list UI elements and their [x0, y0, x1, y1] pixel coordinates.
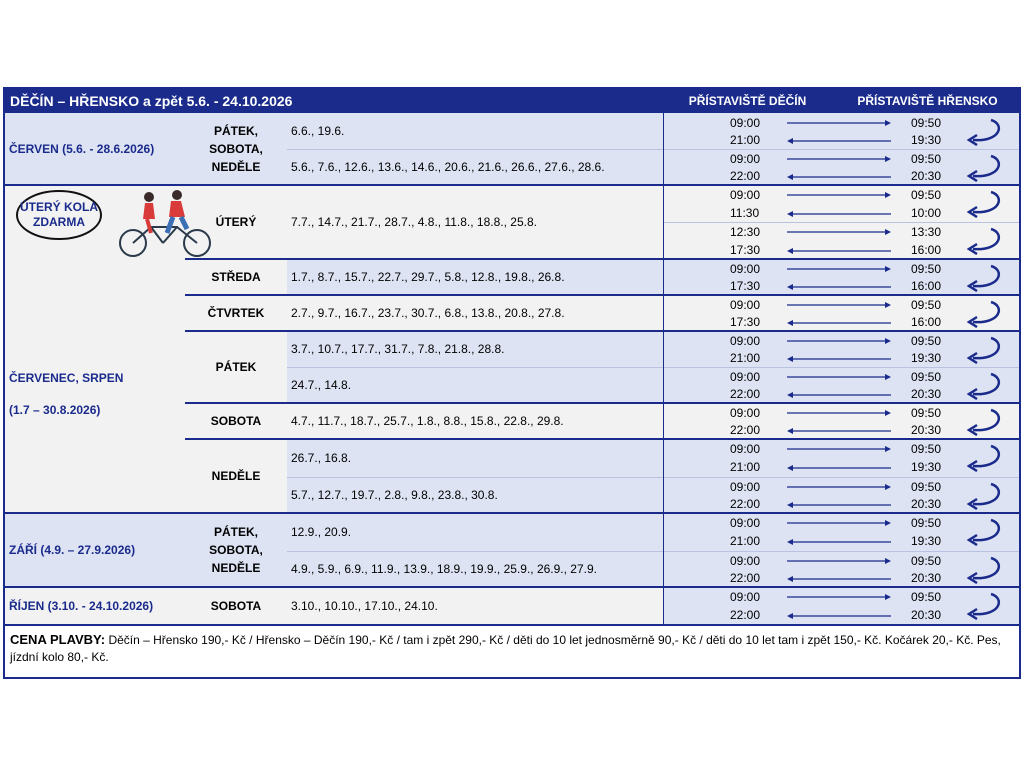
- arrow-right-icon: [787, 119, 895, 127]
- day-label-line: SOBOTA,: [209, 142, 263, 156]
- hrensko-departure-time: 16:00: [911, 279, 942, 293]
- arrow-left-icon: [787, 501, 895, 509]
- month-name: ŘÍJEN (3.10. - 24.10.2026): [9, 599, 154, 613]
- arrow-right-icon: [787, 265, 895, 273]
- day-label-line: PÁTEK,: [213, 525, 258, 539]
- row-dates: 3.10., 10.10., 17.10., 24.10.: [291, 599, 438, 613]
- arrow-right-icon: [787, 191, 895, 199]
- hrensko-arrival-time: 09:50: [911, 442, 942, 456]
- timetable-title: DĚČÍN – HŘENSKO a zpět 5.6. - 24.10.2026: [5, 89, 663, 113]
- hrensko-departure-time: 16:00: [911, 315, 942, 329]
- hrensko-departure-time: 20:30: [911, 608, 942, 622]
- decin-departure-time: 09:00: [730, 334, 761, 348]
- hrensko-arrival-time: 09:50: [911, 116, 942, 130]
- return-arrow-icon: [965, 406, 1005, 436]
- arrow-right-icon: [787, 373, 895, 381]
- decin-departure-time: 09:00: [730, 554, 761, 568]
- decin-departure-time: 09:00: [730, 406, 761, 420]
- section-divider: [185, 330, 1019, 332]
- price-info: [5, 625, 1019, 677]
- arrow-right-icon: [787, 228, 895, 236]
- section-divider: [5, 184, 1019, 186]
- hrensko-arrival-time: 09:50: [911, 262, 942, 276]
- schedule-row-divider: [664, 551, 1019, 552]
- return-arrow-icon: [965, 480, 1005, 510]
- decin-arrival-time: 22:00: [730, 497, 761, 511]
- row-dates: 3.7., 10.7., 17.7., 31.7., 7.8., 21.8., 28.8.: [291, 342, 505, 356]
- arrow-right-icon: [787, 409, 895, 417]
- return-arrow-icon: [965, 152, 1005, 182]
- arrow-right-icon: [787, 155, 895, 163]
- arrow-right-icon: [787, 519, 895, 527]
- return-arrow-icon: [965, 262, 1005, 292]
- decin-departure-time: 09:00: [730, 370, 761, 384]
- subrow-divider: [664, 222, 1019, 223]
- arrow-left-icon: [787, 612, 895, 620]
- return-arrow-icon: [965, 590, 1005, 620]
- hrensko-departure-time: 16:00: [911, 242, 942, 257]
- arrow-left-icon: [787, 538, 895, 546]
- arrow-left-icon: [787, 173, 895, 181]
- arrow-left-icon: [787, 247, 895, 255]
- decin-arrival-time: 21:00: [730, 133, 761, 147]
- day-label: [185, 259, 287, 295]
- hrensko-departure-time: 19:30: [911, 460, 942, 474]
- decin-departure-time: 09:00: [730, 298, 761, 312]
- arrow-left-icon: [787, 464, 895, 472]
- row-dates: 6.6., 19.6.: [291, 124, 345, 138]
- month-range: (1.7 – 30.8.2026): [9, 403, 101, 417]
- hrensko-arrival-time: 09:50: [911, 590, 942, 604]
- month-name: ČERVEN (5.6. - 28.6.2026): [9, 142, 155, 156]
- hrensko-departure-time: 20:30: [911, 169, 942, 183]
- schedule-row-divider: [664, 477, 1019, 478]
- day-label-line: ÚTERÝ: [215, 215, 257, 229]
- hrensko-arrival-time: 09:50: [911, 298, 942, 312]
- decin-departure-time: 09:00: [730, 262, 761, 276]
- day-label-line: PÁTEK: [215, 360, 257, 374]
- hrensko-arrival-time: 09:50: [911, 370, 942, 384]
- decin-arrival-time: 21:00: [730, 351, 761, 365]
- arrow-right-icon: [787, 337, 895, 345]
- decin-departure-time: 09:00: [730, 516, 761, 530]
- arrow-left-icon: [787, 283, 895, 291]
- day-label-line: SOBOTA,: [209, 543, 263, 557]
- decin-departure-time: 09:00: [730, 152, 761, 166]
- day-label: [185, 403, 287, 439]
- row-dates: 5.6., 7.6., 12.6., 13.6., 14.6., 20.6., 21.6., 26.6., 27.6., 28.6.: [291, 160, 605, 174]
- row-dates: 12.9., 20.9.: [291, 525, 352, 539]
- day-label: [185, 513, 287, 587]
- arrow-right-icon: [787, 301, 895, 309]
- section-divider: [185, 438, 1019, 440]
- hrensko-arrival-time: 09:50: [911, 334, 942, 348]
- hrensko-arrival-time: 09:50: [911, 406, 942, 420]
- decin-departure-time: 09:00: [730, 116, 761, 130]
- row-dates: 26.7., 16.8.: [291, 451, 352, 465]
- hrensko-arrival-time: 09:50: [911, 480, 942, 494]
- decin-departure-time: 09:00: [730, 188, 761, 202]
- decin-arrival-time: 17:30: [730, 315, 761, 329]
- decin-arrival-time: 21:00: [730, 534, 761, 548]
- row-dates: 24.7., 14.8.: [291, 378, 352, 392]
- return-arrow-icon: [965, 370, 1005, 400]
- section-divider: [185, 258, 1019, 260]
- row-dates: 2.7., 9.7., 16.7., 23.7., 30.7., 6.8., 13.8., 20.8., 27.8.: [291, 306, 565, 320]
- badge-line-2: ZDARMA: [33, 215, 85, 229]
- hrensko-departure-time: 19:30: [911, 351, 942, 365]
- arrow-right-icon: [787, 593, 895, 601]
- return-arrow-icon: [965, 334, 1005, 364]
- decin-arrival-time: 22:00: [730, 571, 761, 585]
- decin-arrival-time: 22:00: [730, 423, 761, 437]
- month-label: [5, 513, 185, 587]
- header-decin-pier: PŘÍSTAVIŠTĚ DĚČÍN: [664, 89, 831, 113]
- row-divider: [287, 367, 663, 368]
- row-divider: [287, 149, 663, 150]
- day-label: [185, 113, 287, 185]
- section-divider: [185, 294, 1019, 296]
- hrensko-arrival-time: 09:50: [911, 554, 942, 568]
- hrensko-arrival-time: 13:30: [911, 225, 942, 239]
- day-label: [185, 331, 287, 403]
- day-label-line: NEDĚLE: [211, 160, 261, 174]
- schedule-row-divider: [664, 149, 1019, 150]
- section-divider: [5, 512, 1019, 514]
- hrensko-departure-time: 19:30: [911, 133, 942, 147]
- month-name: ZÁŘÍ (4.9. – 27.9.2026): [9, 543, 136, 557]
- tandem-bicycle-icon: [117, 189, 213, 259]
- section-divider: [5, 586, 1019, 588]
- row-dates: 5.7., 12.7., 19.7., 2.8., 9.8., 23.8., 30.8.: [291, 488, 498, 502]
- arrow-left-icon: [787, 355, 895, 363]
- section-divider: [185, 402, 1019, 404]
- day-label: [185, 295, 287, 331]
- price-label: CENA PLAVBY:: [10, 632, 106, 647]
- return-arrow-icon: [965, 188, 1005, 218]
- day-label-line: SOBOTA: [210, 414, 262, 428]
- hrensko-arrival-time: 09:50: [911, 516, 942, 530]
- month-label: [5, 113, 185, 185]
- row-dates: 4.9., 5.9., 6.9., 11.9., 13.9., 18.9., 19.9., 25.9., 26.9., 27.9.: [291, 562, 597, 576]
- arrow-left-icon: [787, 575, 895, 583]
- hrensko-departure-time: 20:30: [911, 571, 942, 585]
- day-label-line: PÁTEK,: [213, 124, 258, 138]
- decin-arrival-time: 22:00: [730, 608, 761, 622]
- free-bikes-badge: [15, 189, 103, 241]
- decin-departure-time: 09:00: [730, 590, 761, 604]
- hrensko-arrival-time: 09:50: [911, 152, 942, 166]
- arrow-left-icon: [787, 391, 895, 399]
- month-label: [5, 587, 185, 625]
- row-dates: 4.7., 11.7., 18.7., 25.7., 1.8., 8.8., 15.8., 22.8., 29.8.: [291, 414, 564, 428]
- return-arrow-icon: [965, 298, 1005, 328]
- arrow-left-icon: [787, 210, 895, 218]
- arrow-right-icon: [787, 445, 895, 453]
- hrensko-departure-time: 20:30: [911, 387, 942, 401]
- schedule-row-divider: [664, 367, 1019, 368]
- hrensko-departure-time: 20:30: [911, 497, 942, 511]
- decin-arrival-time: 22:00: [730, 387, 761, 401]
- return-arrow-icon: [965, 516, 1005, 546]
- decin-departure-time: 12:30: [730, 225, 761, 239]
- decin-arrival-time: 11:30: [730, 205, 760, 220]
- arrow-right-icon: [787, 557, 895, 565]
- return-arrow-icon: [965, 225, 1005, 255]
- decin-arrival-time: 21:00: [730, 460, 761, 474]
- day-label: [185, 439, 287, 513]
- decin-departure-time: 09:00: [730, 442, 761, 456]
- row-divider: [287, 477, 663, 478]
- hrensko-departure-time: 20:30: [911, 423, 942, 437]
- row-dates: 7.7., 14.7., 21.7., 28.7., 4.8., 11.8., 18.8., 25.8.: [291, 215, 537, 229]
- month-name: ČERVENEC, SRPEN: [9, 371, 124, 385]
- decin-arrival-time: 17:30: [730, 279, 761, 293]
- row-divider: [287, 551, 663, 552]
- arrow-left-icon: [787, 427, 895, 435]
- hrensko-arrival-time: 09:50: [911, 188, 942, 202]
- hrensko-departure-time: 19:30: [911, 534, 942, 548]
- hrensko-departure-time: 10:00: [911, 205, 942, 220]
- header-hrensko-pier: PŘÍSTAVIŠTĚ HŘENSKO: [832, 89, 1021, 113]
- badge-line-1: ÚTERÝ KOLA: [20, 200, 98, 214]
- arrow-left-icon: [787, 137, 895, 145]
- return-arrow-icon: [965, 554, 1005, 584]
- timetable: [3, 87, 1021, 679]
- day-label-line: NEDĚLE: [211, 469, 261, 483]
- arrow-right-icon: [787, 483, 895, 491]
- day-label-line: NEDĚLE: [211, 561, 261, 575]
- day-label-line: STŘEDA: [211, 270, 261, 284]
- price-text: Děčín – Hřensko 190,- Kč / Hřensko – Děčín 190,- Kč / tam i zpět 290,- Kč / děti do 10 let jednosměrně 90,- Kč / děti do 10 let tam i zpět 150,- Kč. Kočárek 20,- Kč. Pes, jízdní kolo 80,- Kč.: [10, 633, 1001, 664]
- day-label: [185, 587, 287, 625]
- return-arrow-icon: [965, 442, 1005, 472]
- day-label-line: SOBOTA: [210, 599, 262, 613]
- row-dates: 1.7., 8.7., 15.7., 22.7., 29.7., 5.8., 12.8., 19.8., 26.8.: [291, 270, 565, 284]
- schedule-separator: [663, 89, 664, 625]
- day-label-line: ČTVRTEK: [207, 306, 265, 320]
- header-separator: [831, 89, 832, 113]
- decin-arrival-time: 17:30: [730, 242, 761, 257]
- decin-departure-time: 09:00: [730, 480, 761, 494]
- arrow-left-icon: [787, 319, 895, 327]
- decin-arrival-time: 22:00: [730, 169, 761, 183]
- return-arrow-icon: [965, 116, 1005, 146]
